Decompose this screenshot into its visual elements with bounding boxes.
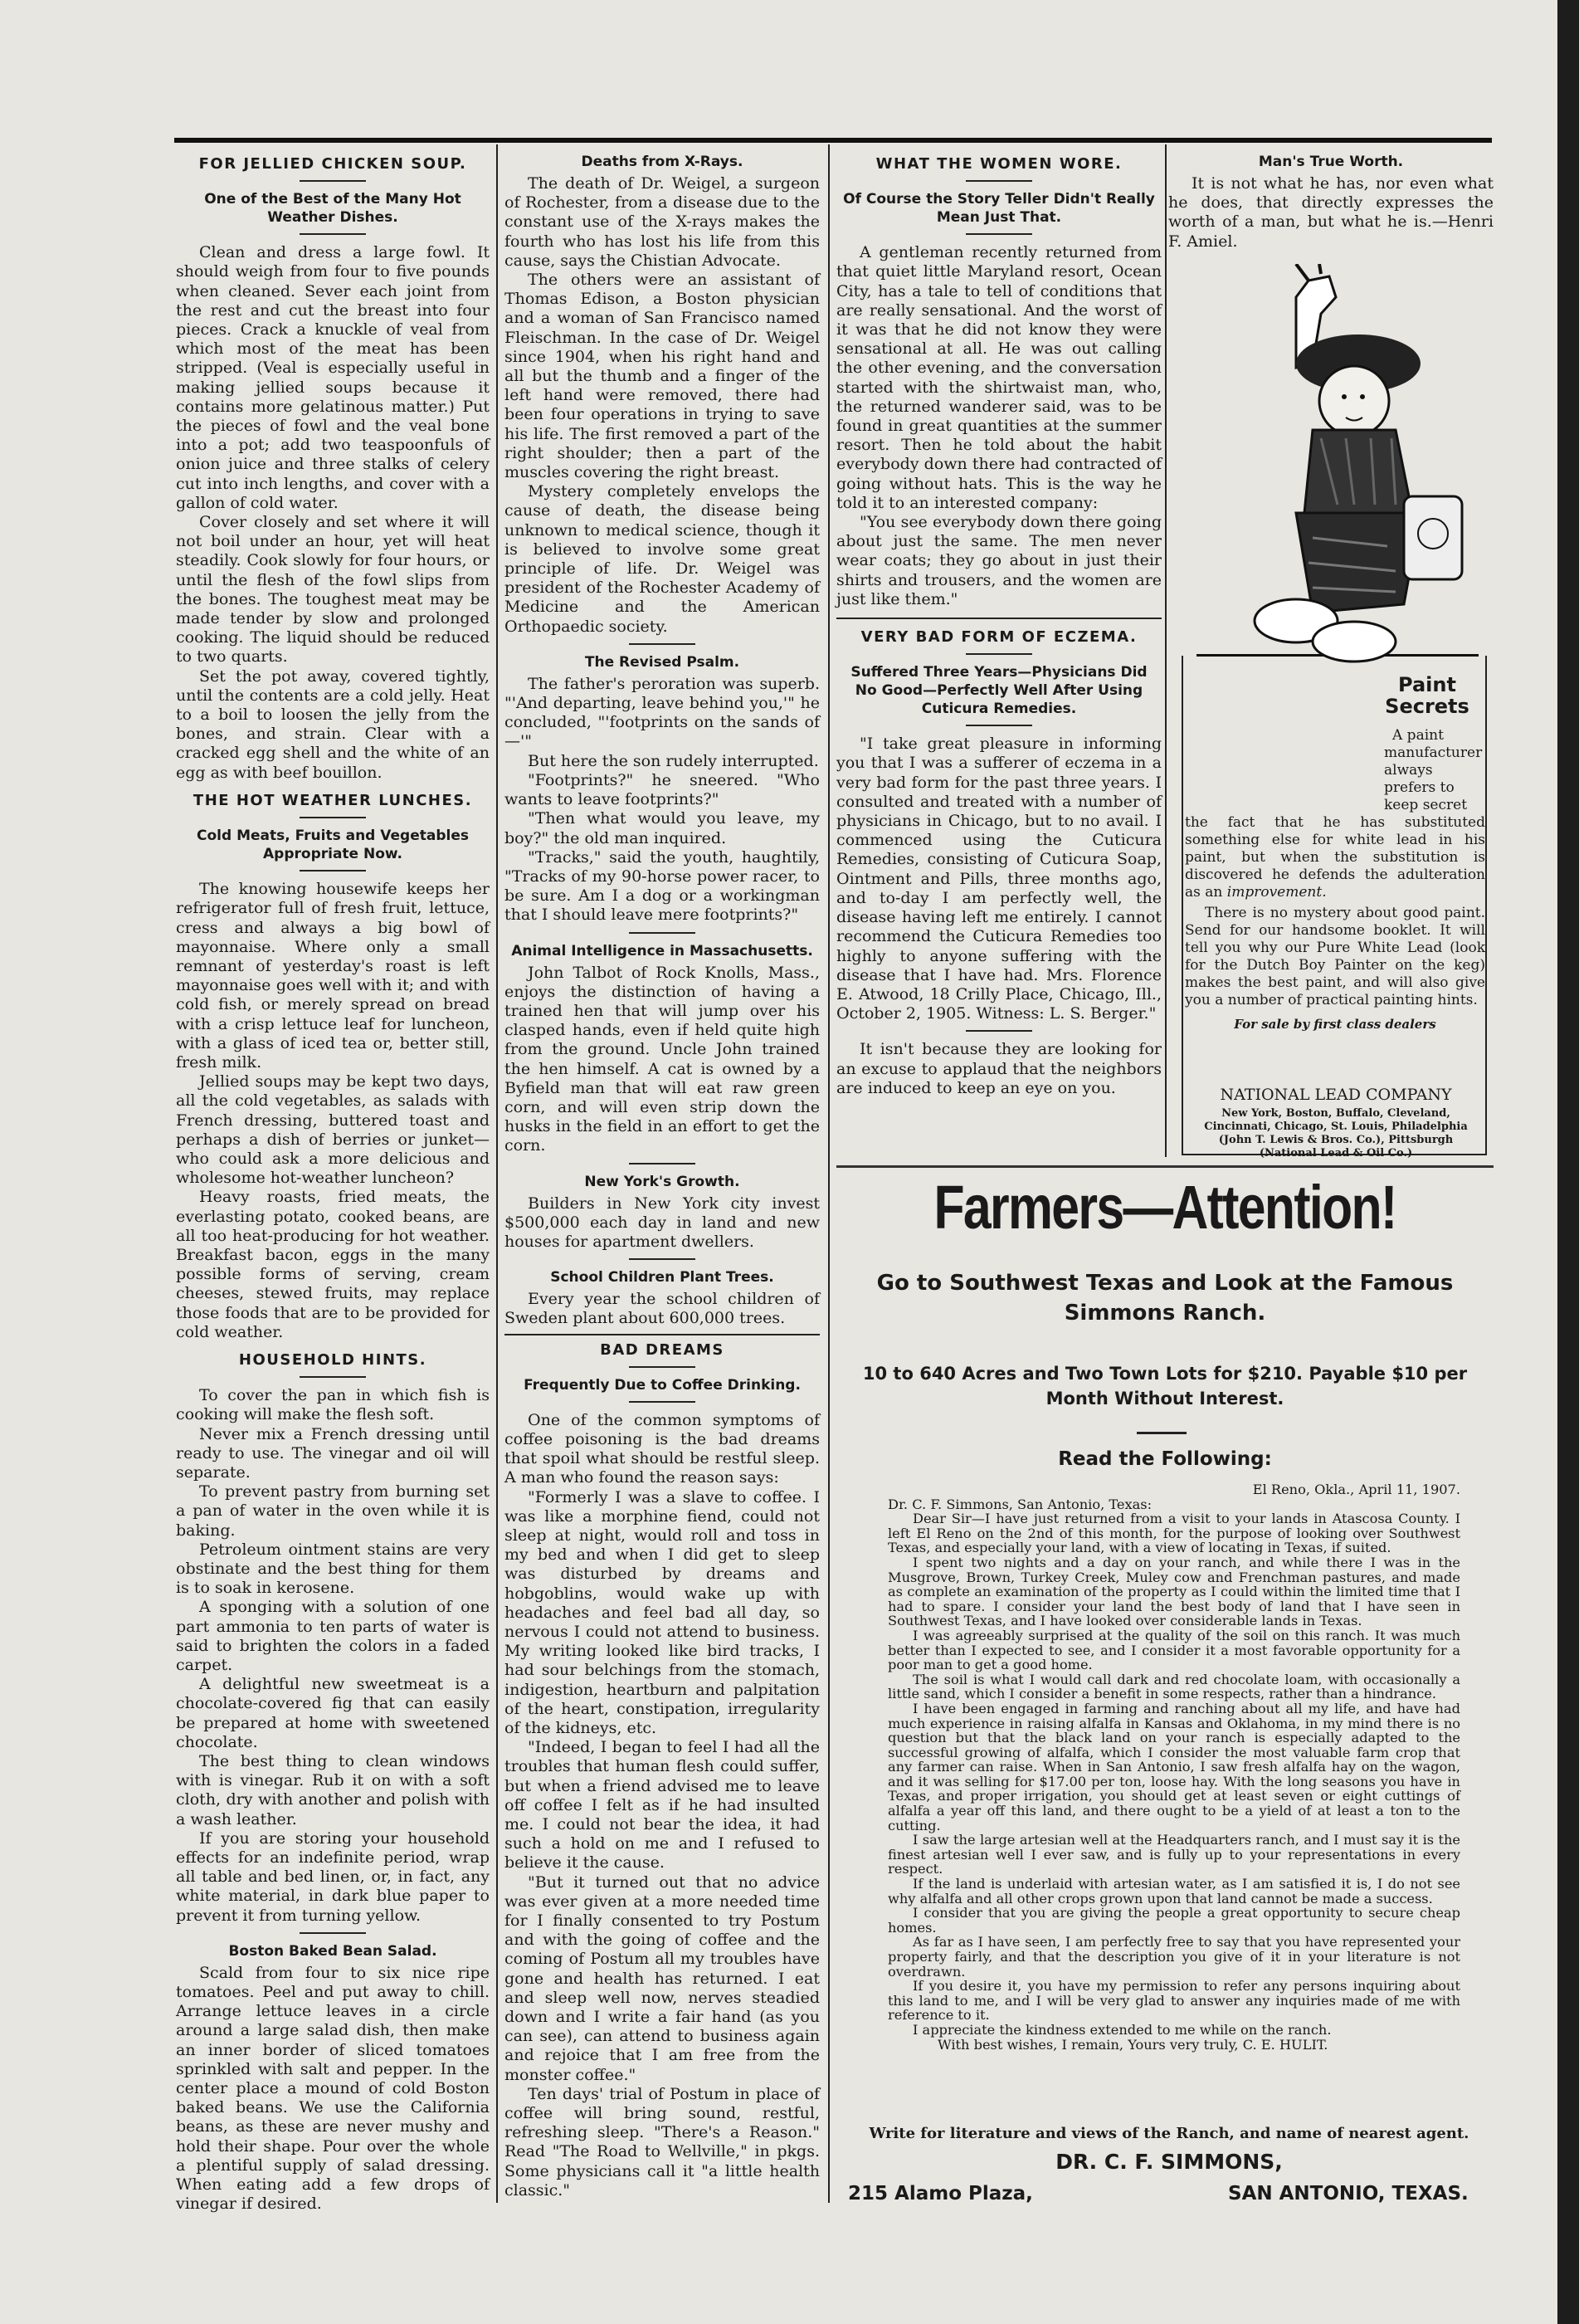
divider [629, 1163, 695, 1164]
divider [836, 618, 1162, 619]
article-title: HOUSEHOLD HINTS. [238, 1350, 427, 1369]
farm-ad-subhead: Go to Southwest Texas and Look at the Famous Simmons Ranch. [876, 1271, 1454, 1326]
article-title: The Revised Psalm. [584, 653, 740, 671]
paragraph: Mystery completely envelops the cause of death, the disease being unknown to medical science, though it is believed to involve some great principle of life. Dr. Weigel was president of the Rochester Academy of Medicine and the American Orthopaedic society. [504, 482, 820, 636]
company-name: NATIONAL LEAD COMPANY [1220, 1086, 1452, 1104]
paragraph: As far as I have seen, I am perfectly free to say that you have represented your property fairly, and that the description you give of it in your literature is not overdrawn. [888, 1934, 1460, 1980]
divider [300, 233, 366, 235]
paragraph: "But it turned out that no advice was ever given at a more needed time for I finally consented to try Postum and with the going of coffee and the coming of Postum all my troubles have gone and health has returned. I eat and sleep well now, nerves steadied down and I write a fair hand (as you can see), can attend to business again and rejoice that I am free from the monster coffee." [504, 1872, 820, 2084]
divider [629, 643, 695, 645]
divider [504, 1334, 820, 1335]
divider [300, 870, 366, 872]
column-3 [836, 149, 1162, 1098]
paragraph: I saw the large artesian well at the Headquarters ranch, and I must say it is the finest artesian well I ever saw, and is fully up to your representations in every respect. [888, 1832, 1460, 1877]
divider [966, 180, 1032, 182]
paragraph: "I take great pleasure in informing you that I was a sufferer of eczema in a very bad form for the past three years. I consulted and treated with a number of physicians in Chicago, but to no avail. I commenced using the Cuticura Remedies, consisting of Cuticura Soap, Ointment and Pills, three months ago, and to-day I am perfectly well, the disease having left me entirely. I cannot recommend the Cuticura Remedies too highly to anyone suffering with the disease that I have had. Mrs. Florence E. Atwood, 18 Crilly Place, Chicago, Ill., October 2, 1905. Witness: L. S. Berger." [836, 735, 1162, 1023]
paragraph: Set the pot away, covered tightly, until the contents are a cold jelly. Heat to a boil to loosen the jelly from the bones, and strain. Clear with a cracked egg shell and the white of an egg as with beef bouillon. [176, 666, 490, 782]
divider [629, 1258, 695, 1260]
paragraph: I have been engaged in farming and ranching about all my life, and have had much experience in raising alfalfa in Kansas and Oklahoma, in my mind there is no question but that the black land on your ranch is especially adapted to the successful growing of alfalfa, which I consider the most valuable farm crop that any farmer can raise. When in San Antonio, I saw fresh alfalfa hay on the wagon, and it was selling for $17.00 per ton, loose hay. With the long seasons you have in Texas, and proper irrigation, you should get at least seven or eight cuttings of alfalfa a year off this land, and there ought to be a yield of at least a ton to the cutting. [888, 1700, 1460, 1833]
company-block [1187, 1086, 1485, 1160]
article-title: Animal Intelligence in Massachusetts. [511, 942, 813, 959]
column-rule-2 [828, 144, 830, 2203]
paragraph: John Talbot of Rock Knolls, Mass., enjoys the distinction of having a trained hen that will jump over his clasped hands, even if held quite high from the ground. Uncle John trained the hen himself. A cat is owned by a Byfield man that will eat raw green corn, and will even strip down the husks in the field in an effort to get the corn. [504, 963, 820, 1155]
paragraph: I consider that you are giving the people a great opportunity to secure cheap homes. [888, 1905, 1460, 1936]
farm-ad-headline: Farmers—Attention! [933, 1173, 1396, 1242]
paragraph: A paint manufacturer always prefers to keep secret [1384, 727, 1483, 813]
article-title: Deaths from X-Rays. [581, 154, 743, 170]
article-title: Man's True Worth. [1258, 154, 1404, 170]
divider [629, 1366, 695, 1368]
divider [966, 653, 1032, 655]
column-rule-1 [496, 144, 498, 2203]
divider [966, 233, 1032, 235]
paragraph: The death of Dr. Weigel, a surgeon of Rochester, from a disease due to the constant use of the X-rays makes the fourth who has lost his life from this cause, says the Chistian Advocate. [504, 174, 820, 270]
article-title: FOR JELLIED CHICKEN SOUP. [198, 155, 467, 173]
paragraph: It isn't because they are looking for an excuse to applaud that the neighbors are induced to keep an eye on you. [836, 1040, 1162, 1097]
page-edge-shadow [1557, 0, 1579, 2324]
paragraph: I appreciate the kindness extended to me while on the ranch. [913, 2021, 1332, 2038]
text: the fact that he has substituted something else for white lead in his paint, but when the substitution is discovered he defends the adulteration as an [1185, 814, 1485, 901]
divider [966, 1030, 1032, 1032]
ad-rule [836, 1165, 1494, 1168]
divider [300, 817, 366, 818]
ad-body [1185, 722, 1485, 1033]
article-title: Boston Baked Bean Salad. [228, 1942, 437, 1960]
paragraph: The father's peroration was superb. "'And departing, leave behind you,'" he concluded, "'footprints on the sands of—'" [504, 674, 820, 751]
dealer-note: For sale by first class dealers [1234, 1017, 1436, 1032]
column-4 [1168, 149, 1494, 251]
paragraph: But here the son rudely interrupted. [528, 751, 819, 770]
article-subtitle: One of the Best of the Many Hot Weather Dishes. [204, 191, 461, 227]
article-title: BAD DREAMS [600, 1340, 724, 1359]
testimonial-letter [888, 1482, 1460, 2052]
farm-ad-cta: Write for literature and views of the Ranch, and name of nearest agent. [869, 2125, 1469, 2142]
column-1 [176, 149, 490, 2214]
paragraph: One of the common symptoms of coffee poisoning is the bad dreams that spoil what should be restful sleep. A man who found the reason says: [504, 1410, 820, 1487]
divider [300, 1376, 366, 1378]
article-title: VERY BAD FORM OF ECZEMA. [860, 628, 1138, 647]
dutch-boy-painter-illustration [1196, 264, 1479, 696]
paragraph: Jellied soups may be kept two days, all the cold vegetables, as salads with French dressing, buttered toast and perhaps a dish of berries or junket—who could ask a more delicious and wholesome hot-weather luncheon? [176, 1072, 490, 1188]
divider [1137, 1432, 1187, 1434]
divider [629, 1401, 695, 1403]
paragraph: "Formerly I was a slave to coffee. I was like a morphine fiend, could not sleep at night, would roll and toss in my bed and when I did get to sleep was disturbed by dreams and hobgoblins, would wake up with headaches and feel bad all day, so nervous I could not attend to business. My writing looked like bird tracks, I had sour belchings from the stomach, indigestion, heartburn and palpitation of the heart, constipation, irregularity of the kidneys, etc. [504, 1487, 820, 1738]
paragraph: If you desire it, you have my permission to refer any persons inquiring about this land to me, and I will be very glad to answer any inquiries made of me with reference to it. [888, 1978, 1460, 2024]
letter-addressee: Dr. C. F. Simmons, San Antonio, Texas: [888, 1496, 1153, 1512]
paragraph: I was agreeably surprised at the quality of the soil on this ranch. It was much better than I expected to see, and I consider it a most favorable opportunity for a poor man to get a good home. [888, 1627, 1460, 1673]
paragraph: If you are storing your household effects for an indefinite period, wrap all table and bed linen, or, in fact, any white material, in dark blue paper to prevent it from turning yellow. [176, 1828, 490, 1925]
divider [966, 725, 1032, 726]
paragraph: The best thing to clean windows with is vinegar. Rub it on with a soft cloth, dry with another and polish with a wash leather. [176, 1752, 490, 1828]
paragraph: A sponging with a solution of one part ammonia to ten parts of water is said to brighten the colors in a faded carpet. [176, 1598, 490, 1675]
letter-signature: With best wishes, I remain, Yours very truly, C. E. HULIT. [938, 2036, 1328, 2053]
farm-ad-offer: 10 to 640 Acres and Two Town Lots for $210. Payable $10 per Month Without Interest. [862, 1364, 1468, 1409]
article-title: THE HOT WEATHER LUNCHES. [193, 791, 473, 809]
column-2 [504, 149, 820, 2200]
divider [300, 1932, 366, 1934]
farm-ad-address: 215 Alamo Plaza, [848, 2183, 1033, 2204]
paragraph: If the land is underlaid with artesian water, as I am satisfied it is, I do not see why alfalfa and all other crops grown upon that land cannot be made a success. [888, 1876, 1460, 1907]
paragraph: A delightful new sweetmeat is a chocolate-covered fig that can easily be prepared at home with sweetened chocolate. [176, 1675, 490, 1751]
article-subtitle: Of Course the Story Teller Didn't Really Mean Just That. [843, 191, 1155, 227]
paragraph: There is no mystery about good paint. Send for our handsome booklet. It will tell you why our Pure White Lead (look for the Dutch Boy Painter on the keg) makes the best paint, and will also give you a number of practical painting hints. [1185, 905, 1485, 1008]
paragraph: Every year the school children of Sweden plant about 600,000 trees. [504, 1290, 820, 1328]
paragraph: "Indeed, I began to feel I had all the troubles that human flesh could suffer, but when a friend advised me to leave off coffee I felt as if he had insulted me. I could not bear the idea, it had such a hold on me and I refused to believe it the cause. [504, 1738, 820, 1872]
company-cities: New York, Boston, Buffalo, Cleveland, Cincinnati, Chicago, St. Louis, Philadelphia (John T. Lewis & Bros. Co.), Pittsburgh (National Lead & Oil Co.) [1204, 1107, 1468, 1160]
farm-ad-name: DR. C. F. SIMMONS, [1055, 2150, 1283, 2174]
text: improvement. [1226, 884, 1327, 901]
column-rule-3 [1165, 144, 1167, 1157]
paragraph: The others were an assistant of Thomas Edison, a Boston physician and a woman of San Francisco named Fleischman. In the case of Dr. Weigel since 1904, when his right hand and all but the thumb and a finger of the left hand were removed, there had been four operations in trying to save his life. The first removed a part of the right shoulder; then a part of the muscles covering the right breast. [504, 271, 820, 482]
article-subtitle: Frequently Due to Coffee Drinking. [524, 1376, 801, 1394]
article-title: WHAT THE WOMEN WORE. [875, 155, 1123, 173]
paragraph [1185, 814, 1485, 901]
article-title: New York's Growth. [584, 1173, 740, 1190]
paragraph: Petroleum ointment stains are very obstinate and the best thing for them is to soak in kerosene. [176, 1540, 490, 1598]
paragraph: Cover closely and set where it will not boil under an hour, yet will heat steadily. Cook slowly for four hours, or until the flesh of the fowl slips from the bones. The toughest meat may be made tender by slow and prolonged cooking. The liquid should be reduced to two quarts. [176, 513, 490, 666]
ad-title: Paint Secrets [1385, 673, 1469, 718]
paragraph: Never mix a French dressing until ready to use. The vinegar and oil will separate. [176, 1424, 490, 1482]
paragraph: The soil is what I would call dark and red chocolate loam, with occasionally a little sand, which I consider a benefit in some respects, rather than a hindrance. [888, 1671, 1460, 1702]
divider [629, 932, 695, 934]
letter-date: El Reno, Okla., April 11, 1907. [1252, 1482, 1460, 1497]
paragraph: "Tracks," said the youth, haughtily, "Tracks of my 90-horse power racer, to be sure. Am I a dog or a workingman that I should leave mere footprints?" [504, 847, 820, 925]
paragraph: "You see everybody down there going about just the same. The men never wear coats; they go about in just their shirts and trousers, and the women are just like them." [836, 513, 1162, 608]
divider [300, 180, 366, 182]
paragraph: Clean and dress a large fowl. It should weigh from four to five pounds when cleaned. Sever each joint from the rest and cut the breast into four pieces. Crack a knuckle of veal from which most of the meat has been stripped. (Veal is especially useful in making jellied soups because it contains more gelatinous matter.) Put the pieces of fowl and the veal bone into a pot; add two teaspoonfuls of onion juice and three stalks of celery cut into inch lengths, and cover with a gallon of cold water. [176, 243, 490, 512]
paragraph: "Then what would you leave, my boy?" the old man inquired. [504, 809, 820, 847]
article-title: School Children Plant Trees. [550, 1269, 774, 1286]
paragraph: Dear Sir—I have just returned from a visit to your lands in Atascosa County. I left El Reno on the 2nd of this month, for the purpose of looking over Southwest Texas, and especially your land, with a view of locating in Texas, if suited. [888, 1511, 1460, 1556]
paragraph: The knowing housewife keeps her refrigerator full of fresh fruit, lettuce, cress and always a big bowl of mayonnaise. Where only a small remnant of yesterday's roast is left mayonnaise goes well with it; and with cold fish, or merely spread on bread with a crisp lettuce leaf for luncheon, with a glass of iced tea or, better still, fresh milk. [176, 880, 490, 1072]
farm-ad-city: SAN ANTONIO, TEXAS. [1228, 2183, 1469, 2204]
paragraph: A gentleman recently returned from that quiet little Maryland resort, Ocean City, has a tale to tell of conditions that are really sensational. And the worst of it was that he did not know they were sensational at all. He was out calling the other evening, and the conversation started with the shirtwaist man, who, the returned wanderer said, was to be found in great quantities at the summer resort. Then he told about the habit everybody down there had contracted of going without hats. This is the way he told it to an interested company: [836, 243, 1162, 512]
article-subtitle: Suffered Three Years—Physicians Did No Good—Perfectly Well After Using Cuticura Remedies. [850, 664, 1148, 718]
top-rule [174, 138, 1492, 143]
paragraph: To cover the pan in which fish is cooking will make the flesh soft. [176, 1386, 490, 1424]
farm-ad-read-heading: Read the Following: [1058, 1448, 1272, 1470]
article-subtitle: Cold Meats, Fruits and Vegetables Appropriate Now. [197, 828, 469, 863]
paragraph: It is not what he has, nor even what he does, that directly expresses the worth of a man, but what he is.—Henri F. Amiel. [1168, 174, 1494, 251]
paragraph: Scald from four to six nice ripe tomatoes. Peel and put away to chill. Arrange lettuce leaves in a circle around a large salad dish, then make an inner border of sliced tomatoes sprinkled with salt and pepper. In the center place a mound of cold Boston baked beans. We use the California beans, as these are never mushy and hold their shape. Pour over the whole a plentiful supply of salad dressing. When eating add a few drops of vinegar if desired. [176, 1963, 490, 2214]
paragraph: "Footprints?" he sneered. "Who wants to leave footprints?" [504, 770, 820, 809]
paragraph: Builders in New York city invest $500,000 each day in land and new houses for apartment dwellers. [504, 1194, 820, 1251]
paragraph: Heavy roasts, fried meats, the everlasting potato, cooked beans, are all too heat-producing for hot weather. Breakfast bacon, eggs in the many possible forms of serving, cream cheeses, stewed fruits, may replace those foods that are to be provided for cold weather. [176, 1188, 490, 1341]
paragraph: To prevent pastry from burning set a pan of water in the oven while it is baking. [176, 1482, 490, 1540]
paragraph: Ten days' trial of Postum in place of coffee will bring sound, restful, refreshing sleep. "There's a Reason." Read "The Road to Wellville," in pkgs. Some physicians call it "a little health classic." [504, 2084, 820, 2200]
paragraph: I spent two nights and a day on your ranch, and while there I was in the Musgrove, Brown, Turkey Creek, Muley cow and Frenchman pastures, and made as complete an examination of the property as I could within the limited time that I had to spare. I consider your land the best body of land that I have seen in Southwest Texas, and I have looked over considerable lands in Texas. [888, 1554, 1460, 1629]
